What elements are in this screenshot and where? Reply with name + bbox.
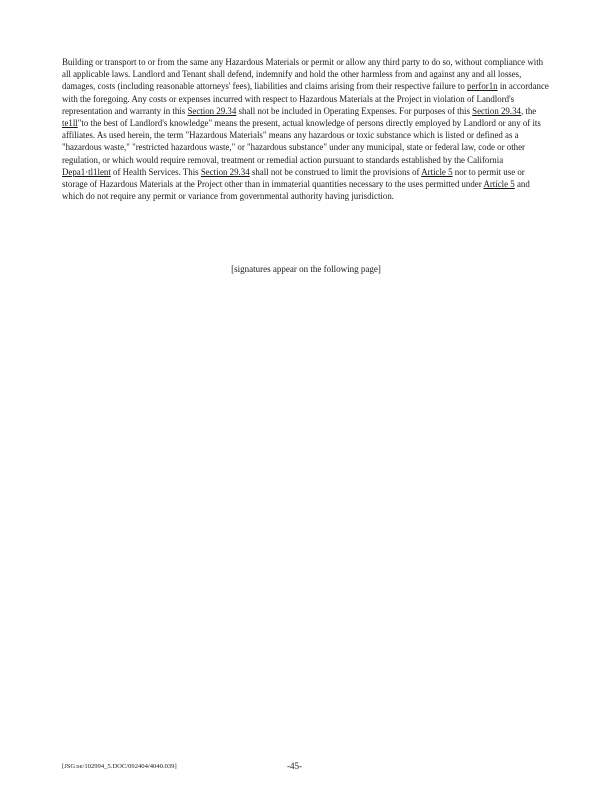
section-reference: Section 29.34 (472, 105, 521, 116)
body-text-segment: and which do not require any permit or variance from governmental authority having jurisdiction. (62, 179, 530, 202)
article-reference: Article 5 (483, 179, 515, 190)
body-text-segment: nor to permit use or storage of Hazardous Materials at the Project other than in immaterial quantities necessary to the uses permitted under (62, 166, 525, 190)
body-text-segment: Building or transport to or from the same any Hazardous Materials or permit or allow any third party to do so, without compliance with all applicable laws. Landlord and Tenant shall defend, indemnify and hold the other harmless from and against any and all losses, damages, costs (including reasonable attorneys' fees), liabilities and claims arising from their respective failure to (62, 57, 544, 92)
body-text-segment: shall not be included in Operating Expenses. For purposes of this (236, 105, 473, 116)
underlined-term: te1ll (62, 118, 78, 129)
page-number: -45- (287, 761, 302, 771)
article-reference: Article 5 (421, 166, 453, 177)
section-reference: Section 29.34 (187, 105, 237, 116)
signature-note: [signatures appear on the following page] (231, 264, 381, 274)
section-reference: Section 29.34 (200, 166, 250, 177)
body-text-segment: "to the best of Landlord's knowledge" means the present, actual knowledge of persons directly employed by Landlord or any of its affiliates. As used herein, the term "Hazardous Materials" means any hazardous or toxic substance which is listed or defined as a "hazardous waste," "restricted hazardous waste," or "hazardous substance" under any municipal, state or federal law, code or other regulation, or which would require removal, treatment or remedial action pursuant to standards established by the California (62, 118, 541, 165)
body-text-segment: in accordance with the foregoing. Any costs or expenses incurred with respect to Hazardous Materials at the Project in violation of Landlord's representation and warranty in this (62, 81, 549, 116)
footer-document-reference: [JSG:se/102994_5.DOC/092404/4040.039] (62, 763, 177, 770)
underlined-term: Depa1·tl1lent (62, 166, 111, 177)
body-text-segment: of Health Services. This (110, 166, 201, 177)
underlined-term: perfor1n (467, 81, 498, 92)
body-paragraph (62, 56, 550, 202)
body-text-segment: , the (520, 105, 537, 116)
body-text-segment: shall not be construed to limit the provisions of (249, 166, 422, 177)
